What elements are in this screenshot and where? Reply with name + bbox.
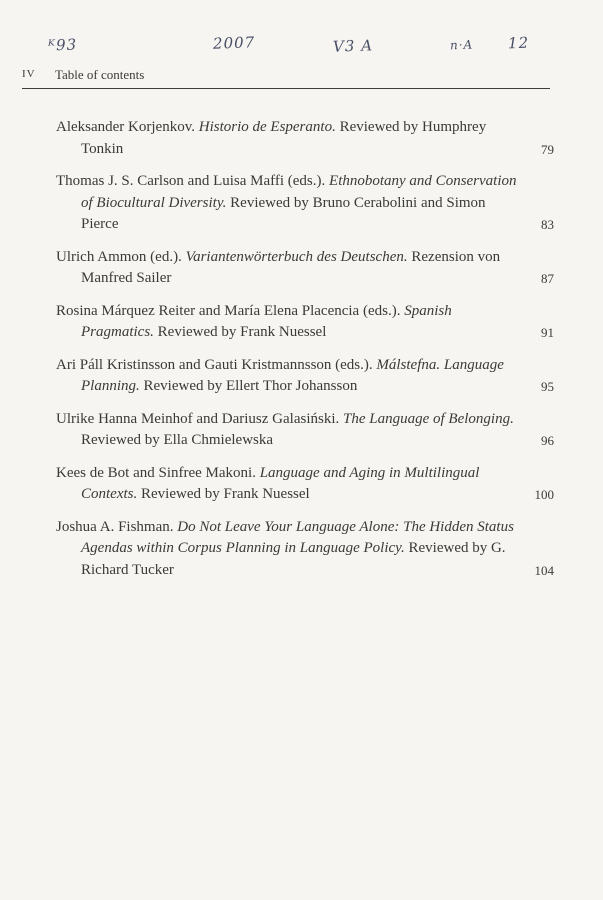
entry-title: Variantenwörterbuch des Deutschen.	[185, 248, 408, 265]
entry-review: Reviewed by Frank Nuessel	[141, 486, 310, 502]
entry-title: Do Not Leave Your Language Alone: The Hidden Status Agendas within Corpus Planning in Language Policy.	[81, 518, 514, 556]
entry-page-number: 95	[541, 379, 554, 394]
entry-authors: Joshua A. Fishman.	[56, 518, 174, 535]
header-rule	[22, 88, 550, 89]
entry-review: Reviewed by Humphrey Tonkin	[81, 119, 487, 157]
running-head	[22, 67, 550, 87]
entry-page-number: 100	[534, 487, 554, 502]
toc-entry	[56, 355, 554, 398]
handwritten-note: 2007	[212, 33, 256, 53]
entry-page-number: 79	[541, 141, 554, 157]
entry-review: Reviewed by Frank Nuessel	[157, 324, 327, 340]
page-folio: IV	[22, 68, 36, 80]
entry-review: Rezension von Manfred Sailer	[81, 248, 501, 286]
handwritten-note: 12	[507, 33, 530, 53]
entry-review: Reviewed by G. Richard Tucker	[81, 540, 506, 578]
entry-text	[56, 517, 517, 582]
entry-authors: Rosina Márquez Reiter and María Elena Placencia (eds.).	[56, 302, 401, 319]
entry-authors: Ari Páll Kristinsson and Gauti Kristmannsson (eds.).	[56, 356, 373, 373]
handwritten-note: n·A	[449, 37, 474, 53]
toc-entry	[56, 247, 554, 290]
entry-page-number: 83	[541, 217, 554, 232]
entry-title: Ethnobotany and Conservation of Biocultural Diversity.	[81, 173, 517, 211]
entry-text	[56, 301, 517, 344]
entry-title: Historio de Esperanto.	[198, 119, 336, 135]
entry-title: Spanish Pragmatics.	[81, 302, 452, 340]
toc-entry	[56, 301, 554, 344]
entry-text	[56, 355, 517, 398]
entry-review: Reviewed by Ella Chmielewska	[81, 432, 274, 448]
toc-list	[56, 117, 554, 592]
entry-page-number: 104	[534, 562, 554, 578]
toc-entry	[56, 463, 554, 506]
entry-text	[56, 117, 517, 160]
entry-text	[56, 463, 517, 506]
entry-review: Reviewed by Ellert Thor Johansson	[143, 378, 358, 394]
entry-text	[56, 409, 517, 452]
entry-authors: Kees de Bot and Sinfree Makoni.	[56, 464, 256, 481]
handwritten-note: V3 A	[332, 36, 374, 56]
toc-entry	[56, 171, 554, 236]
toc-entry	[56, 117, 554, 160]
entry-authors: Aleksander Korjenkov.	[56, 119, 195, 135]
entry-review: Reviewed by Bruno Cerabolini and Simon Pierce	[81, 194, 486, 232]
entry-text	[56, 247, 517, 290]
entry-page-number: 96	[541, 433, 554, 448]
entry-page-number: 87	[541, 271, 554, 286]
entry-authors: Thomas J. S. Carlson and Luisa Maffi (eds.).	[56, 173, 326, 189]
toc-entry	[56, 409, 554, 452]
handwritten-note: ᴷ93	[47, 35, 78, 55]
entry-page-number: 91	[541, 325, 554, 340]
toc-entry	[56, 517, 554, 582]
entry-text	[56, 171, 517, 236]
section-title: Table of contents	[55, 67, 145, 82]
entry-authors: Ulrich Ammon (ed.).	[56, 248, 182, 265]
entry-title: Málstefna. Language Planning.	[81, 356, 504, 394]
entry-title: The Language of Belonging.	[343, 410, 514, 427]
entry-title: Language and Aging in Multilingual Contexts.	[81, 464, 480, 502]
entry-authors: Ulrike Hanna Meinhof and Dariusz Galasiński.	[56, 410, 340, 427]
